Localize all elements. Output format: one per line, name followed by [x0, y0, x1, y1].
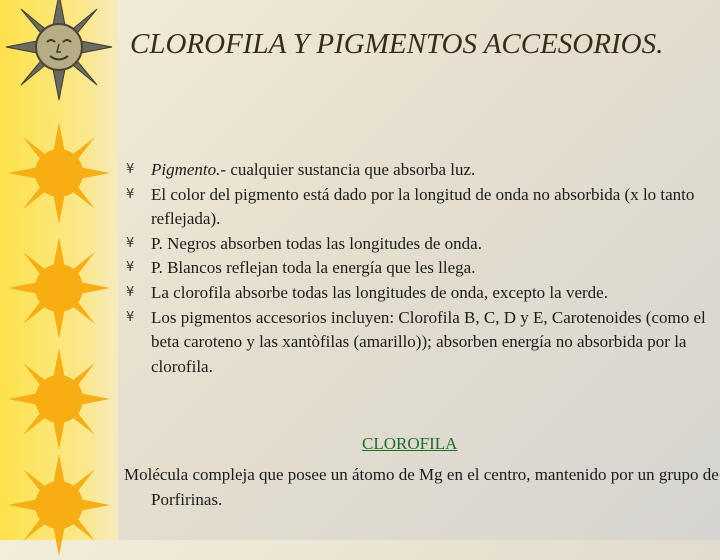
bullet-text: P. Negros absorben todas las longitudes de onda. [151, 233, 482, 253]
bullet-text: El color del pigmento está dado por la longitud de onda no absorbida (x lo tanto reflejada). [151, 184, 695, 229]
bullet-item [126, 158, 706, 183]
decorative-sidebar [0, 0, 118, 540]
slide-title: CLOROFILA Y PIGMENTOS ACCESORIOS. [130, 28, 664, 60]
sun-icon [4, 233, 114, 343]
bullet-marker: ¥ [126, 186, 135, 202]
bullet-marker: ¥ [126, 260, 135, 276]
sun-icon [4, 118, 114, 228]
bullet-text: La clorofila absorbe todas las longitudes de onda, excepto la verde. [151, 282, 608, 302]
bullet-item [126, 232, 706, 257]
bullet-text: - cualquier sustancia que absorba luz. [220, 160, 476, 179]
bullet-item [126, 256, 706, 281]
clorofila-link[interactable]: CLOROFILA [362, 434, 458, 453]
bullet-item [126, 281, 706, 306]
term-pigmento: Pigmento. [151, 160, 221, 179]
bullet-item [126, 306, 706, 380]
bullet-item [126, 183, 706, 232]
bullet-text: Los pigmentos accesorios incluyen: Clorofila B, C, D y E, Carotenoides (como el beta caroteno y las xantòfilas (amarillo)); absorben energía no absorbida por la clorofila. [151, 307, 706, 376]
bullet-text: P. Blancos reflejan toda la energía que les llega. [151, 258, 476, 278]
bullet-marker: ¥ [126, 284, 135, 300]
sun-face-icon [4, 0, 114, 102]
bullet-list [126, 158, 706, 379]
bullet-marker: ¥ [126, 309, 135, 325]
bullet-marker: ¥ [126, 162, 135, 177]
sun-icon [4, 344, 114, 454]
sun-icon [4, 450, 114, 560]
clorofila-definition: Molécula compleja que posee un átomo de Mg en el centro, mantenido por un grupo de Porfirinas. [124, 465, 719, 509]
bullet-marker: ¥ [126, 235, 135, 251]
